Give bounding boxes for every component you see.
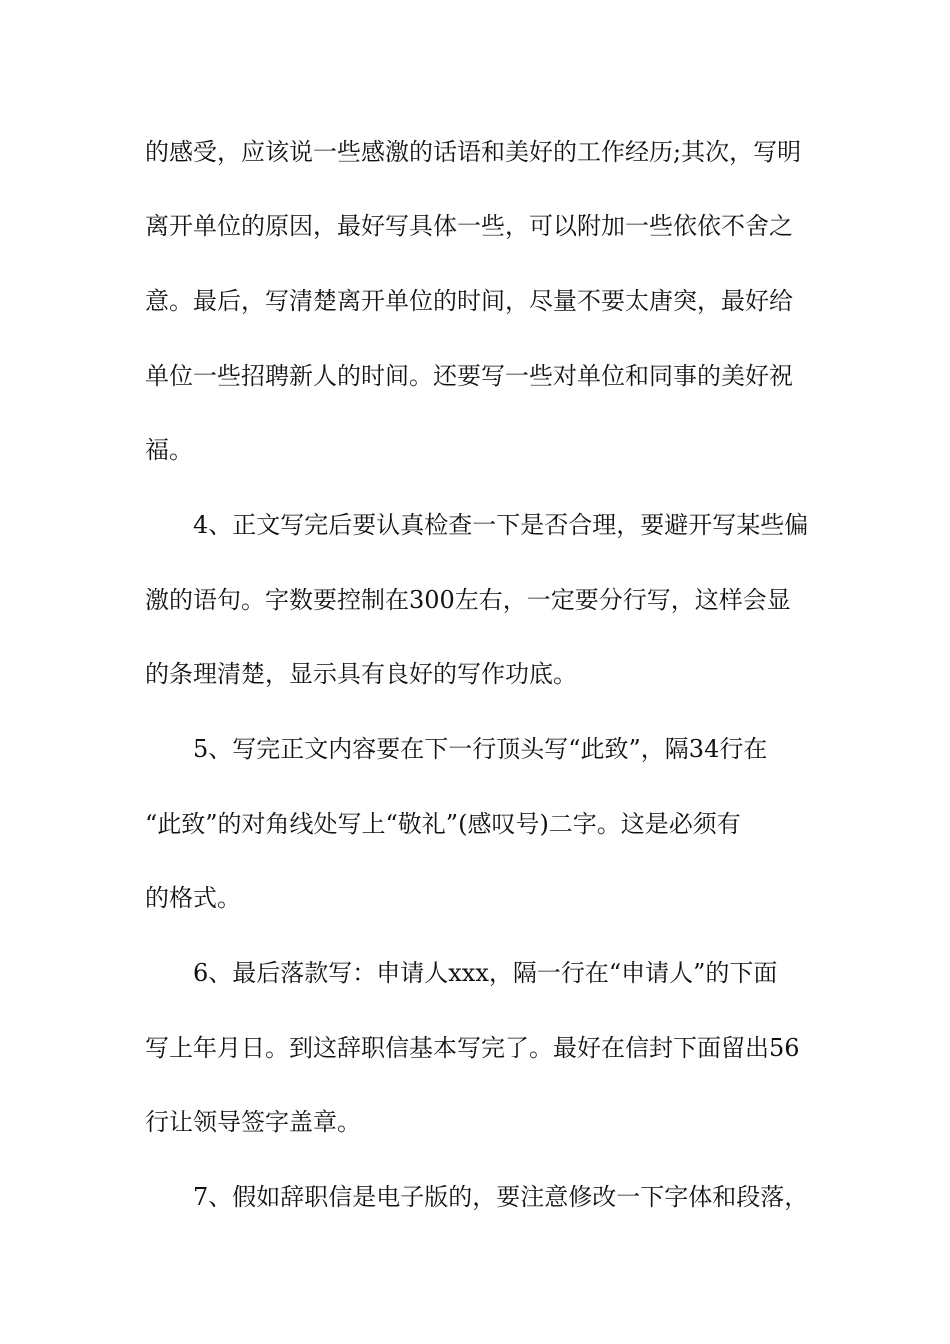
paragraph-4-first-line: 4、正文写完后要认真检查一下是否合理，要避开写某些偏 (193, 511, 809, 539)
text-line: 的格式。 (145, 884, 241, 912)
text-line: 行让领导签字盖章。 (145, 1108, 361, 1136)
text-line: 写上年月日。到这辞职信基本写完了。最好在信封下面留出56 (145, 1034, 800, 1062)
text-line: “此致”的对角线处写上“敬礼”(感叹号)二字。这是必须有 (145, 810, 741, 838)
text-line: 福。 (145, 436, 193, 464)
paragraph-6-first-line: 6、最后落款写：申请人xxx，隔一行在“申请人”的下面 (193, 959, 778, 987)
paragraph-7-first-line: 7、假如辞职信是电子版的，要注意修改一下字体和段落， (193, 1183, 809, 1211)
text-line: 的条理清楚，显示具有良好的写作功底。 (145, 660, 577, 688)
text-line: 激的语句。字数要控制在300左右，一定要分行写，这样会显 (145, 586, 791, 614)
text-line: 意。最后，写清楚离开单位的时间，尽量不要太唐突，最好给 (145, 287, 793, 315)
paragraph-5-first-line: 5、写完正文内容要在下一行顶头写“此致”，隔34行在 (193, 735, 768, 763)
text-line: 的感受，应该说一些感激的话语和美好的工作经历;其次，写明 (145, 138, 802, 166)
text-line: 单位一些招聘新人的时间。还要写一些对单位和同事的美好祝 (145, 362, 793, 390)
text-line: 离开单位的原因，最好写具体一些，可以附加一些依依不舍之 (145, 212, 793, 240)
